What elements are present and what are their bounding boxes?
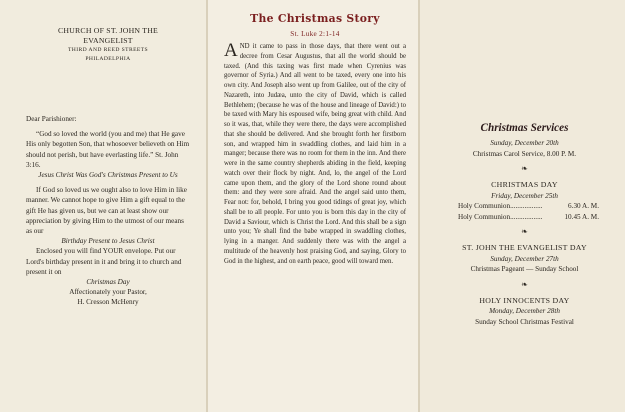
services-panel <box>420 0 625 412</box>
church-name-line2: EVANGELIST <box>83 36 133 45</box>
carol-service-line: Christmas Carol Service, 8.00 P. M. <box>472 149 577 158</box>
services-title: Christmas Services <box>480 122 569 134</box>
drop-cap: A <box>224 40 238 61</box>
story-title: The Christmas Story <box>250 12 380 25</box>
church-header <box>26 26 190 64</box>
signature: H. Cresson McHenry <box>77 298 139 307</box>
envelope-text: Enclosed you will find YOUR envelope. Put our Lord's birthday present in it and bring it to church and present it on <box>26 247 182 276</box>
story-body: ND it came to pass in those days, that there went out a decree from Cesar Augustus, that all the world should be taxed. (And this taxing was first made when Cyrenius was governor of Syria.) And all went to be taxed, every one into his own city. And Joseph also went up from Galilee, out of the city of Nazareth, into Judæa, unto the city of David, which is called Bethlehem; (because he was of the house and lineage of David:) to be taxed with Mary his espoused wife, being great with child. And so it was, that, while they were there, the days were accomplished that she should be delivered. And she brought forth her firstborn son, and wrapped him in swaddling clothes, and laid him in a manger; because there was no room for them in the inn. And there were in the same country shepherds abiding in the field, keeping watch over their flock by night. And, lo, the angel of the Lord came upon them, and the glory of the Lord shone round about them: and they were sore afraid. And the angel said unto them, Fear not: for, behold, I bring you good tidings of great joy, which shall be to all people. For unto you is born this day in the city of David a Saviour, which is Christ the Lord. And this shall be a sign unto you; Ye shall find the babe wrapped in swaddling clothes, lying in a manger. And suddenly there was with the angel a multitude of the heavenly host praising God, and saying, Glory to God in the highest, and on earth peace, good will toward men. <box>224 43 406 265</box>
pastor-letter <box>26 114 190 308</box>
communion-time-1: 6.30 A. M. <box>568 202 599 210</box>
communion-time-2: 10.45 A. M. <box>564 212 599 221</box>
holy-innocents-heading: HOLY INNOCENTS DAY <box>479 295 570 305</box>
christmas-day-date: Friday, December 25th <box>491 191 558 200</box>
communion-label-1: Holy Communion.................. <box>458 202 543 210</box>
communion-label-2: Holy Communion.................. <box>458 212 543 221</box>
st-john-day-heading: ST. JOHN THE EVANGELIST DAY <box>462 243 587 252</box>
church-name-line1: CHURCH OF ST. JOHN THE <box>57 26 159 35</box>
christmas-day-line: Christmas Day <box>86 278 130 287</box>
st-john-day-date: Sunday, December 27th <box>490 254 559 263</box>
letter-paragraph: If God so loved us we ought also to love Him in like manner. We cannot hope to give Him a gift equal to the gift He has given us, but we can at least show our appreciation by giving Him to the utmost of our means as our <box>26 186 187 236</box>
ornament-icon: ❧ <box>521 279 528 289</box>
carol-service-date: Sunday, December 20th <box>490 139 559 147</box>
scripture-reference: St. Luke 2:1-14 <box>290 30 340 38</box>
services-list <box>434 138 615 327</box>
letter-heading-1: Jesus Christ Was God's Christmas Present to Us <box>38 171 178 180</box>
ornament-icon: ❧ <box>521 164 528 173</box>
letter-panel <box>0 0 206 412</box>
ornament-icon: ❧ <box>521 227 528 236</box>
story-text <box>224 42 406 266</box>
closing: Affectionately your Pastor, <box>69 288 147 297</box>
christmas-day-heading: CHRISTMAS DAY <box>491 180 558 189</box>
communion-row-2 <box>434 212 615 223</box>
address-line1: THIRD AND REED STREETS <box>67 47 149 53</box>
salutation: Dear Parishioner: <box>26 115 77 123</box>
letter-heading-2: Birthday Present to Jesus Christ <box>61 237 155 246</box>
story-panel <box>208 0 418 412</box>
address-line2: PHILADELPHIA <box>85 56 131 62</box>
pageant-line: Christmas Pageant — Sunday School <box>470 265 579 273</box>
scripture-quote: “God so loved the world (you and me) that He gave His only begotten Son, that whosoever believeth on Him should not perish, but have everlasting life.” St. John 3:16. <box>26 130 190 169</box>
festival-line: Sunday School Christmas Festival <box>475 317 574 326</box>
holy-innocents-date: Monday, December 28th <box>489 307 560 315</box>
communion-row-1 <box>434 201 615 212</box>
